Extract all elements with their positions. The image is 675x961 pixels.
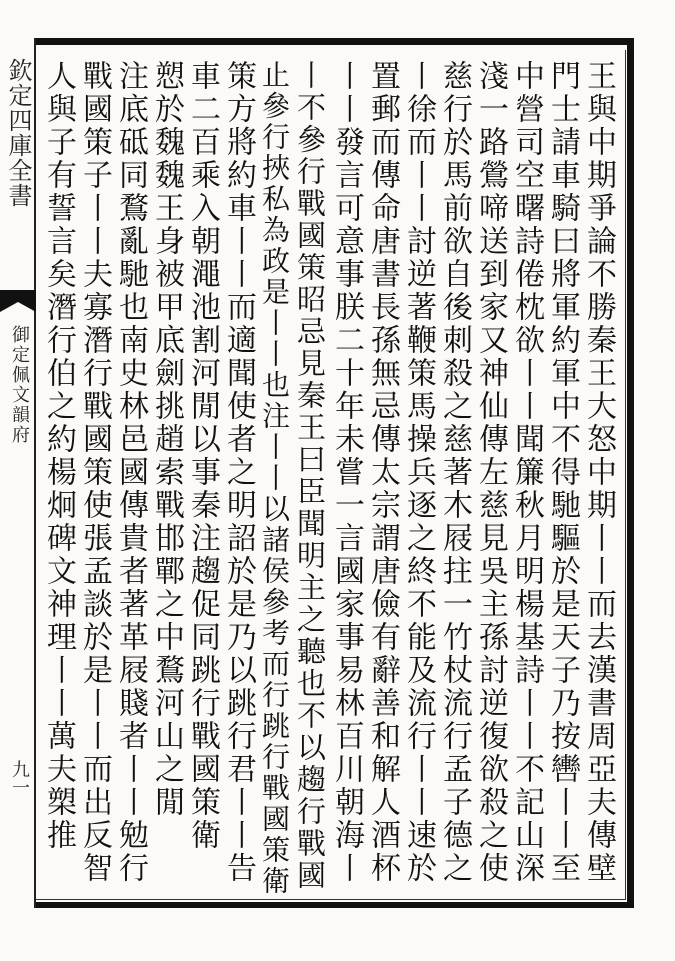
text-column: 中營司空曙詩倦枕欲丨丨聞簾秋月明楊基詩丨丨不記山深 [509,60,544,885]
text-column: 丨丨發言可意事朕二十年未嘗一言國家事易林百川朝海丨 [329,60,364,885]
text-column: 愬於魏魏王身被甲底劍挑趙索戰邯鄲之中鶩河山之閒 [149,60,184,819]
text-block [41,52,624,898]
fishtail-mark-icon [0,290,36,316]
fore-edge [0,0,36,961]
text-column: 丨不參行戰國策昭忌見秦王曰臣聞明主之聽也不以趨行戰國 [293,60,327,892]
page-number: 九一 [9,760,30,796]
text-column: 止參行挾私為政是丨丨也注丨丨以諸侯參考而行跳行戰國策衛 [258,60,291,897]
text-column: 王與中期爭論不勝秦王大怒中期丨丨而去漢書周亞夫傳壁 [581,60,616,885]
text-column: 丨徐而丨丨討逆著鞭策馬操兵逐之終不能及流行丨丨速於 [401,60,436,885]
collection-title: 欽定四庫全書 [4,58,32,208]
book-title: 御定佩文韻府 [9,325,30,445]
text-column: 門士請車騎曰將軍約軍中不得馳驅於是天子乃按轡丨丨至 [545,60,580,885]
text-column: 淺一路鶯啼送到家又神仙傳左慈見吳主孫討逆復欲殺之使 [473,60,508,885]
text-column: 置郵而傳命唐書長孫無忌傳太宗謂唐儉有辭善和解人酒杯 [365,60,400,885]
text-column: 注底砥同鶩亂馳也南史林邑國傳貴者著革屐賤者丨丨勉行 [113,60,148,885]
text-column: 戰國策子丨丨夫寡潛行戰國策使張孟談於是丨丨而出反智 [77,60,112,885]
text-column: 慈行於馬前欲自後刺殺之慈著木屐拄一竹杖流行孟子德之 [437,60,472,885]
text-column: 策方將約車丨丨而適聞使者之明詔於是乃以跳行君丨丨告 [221,60,256,885]
text-column: 車二百乘入朝澠池割河閒以事秦注趨促同跳行戰國策衛 [185,60,220,852]
text-column: 人與子有誓言矣潛行伯之約楊炯碑文神理丨丨萬夫槊推 [41,60,76,852]
